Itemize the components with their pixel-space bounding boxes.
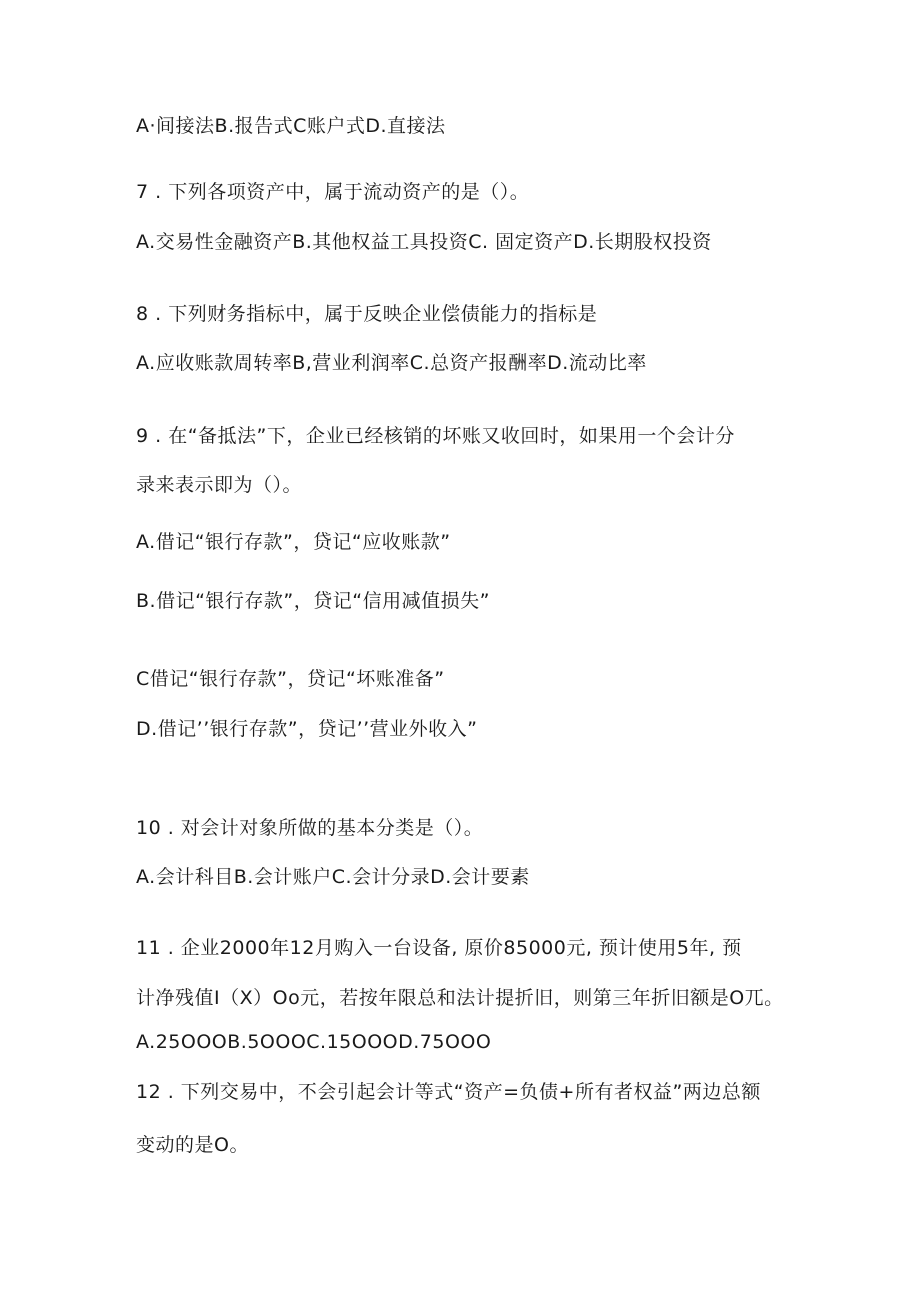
q9-option-d: D.借记’’银行存款”，贷记’’营业外收入” xyxy=(136,718,478,740)
q8-options: A.应收账款周转率B,营业利润率C.总资产报酬率D.流动比率 xyxy=(136,352,647,374)
q10-question: 10 . 对会计对象所做的基本分类是（）。 xyxy=(136,817,484,839)
q8-question: 8 . 下列财务指标中，属于反映企业偿债能力的指标是 xyxy=(136,303,598,325)
q11-options: A.25OOOB.5OOOC.15OOOD.75OOO xyxy=(136,1031,492,1053)
q7-options: A.交易性金融资产B.其他权益工具投资C. 固定资产D.长期股权投资 xyxy=(136,231,712,253)
q6-options: A·间接法B.报告式C账户式D.直接法 xyxy=(136,115,446,137)
q11-question-line2: 计净残值I（X）Oo元，若按年限总和法计提折旧，则第三年折旧额是O兀。 xyxy=(136,987,784,1009)
q11-question-line1: 11 . 企业2000年12月购入一台设备, 原价85000元, 预计使用5年, 预 xyxy=(136,937,742,959)
q9-question-line1: 9 . 在“备抵法”下，企业已经核销的坏账又收回时，如果用一个会计分 xyxy=(136,425,735,447)
q9-option-c: C借记“银行存款”，贷记“坏账准备” xyxy=(136,668,445,690)
q9-option-a: A.借记“银行存款”，贷记“应收账款” xyxy=(136,531,451,553)
q9-question-line2: 录来表示即为（）。 xyxy=(136,474,303,496)
q12-question-line1: 12 . 下列交易中，不会引起会计等式“资产=负债+所有者权益”两边总额 xyxy=(136,1081,761,1103)
q9-option-b: B.借记“银行存款”，贷记“信用减值损失” xyxy=(136,590,490,612)
q10-options: A.会计科目B.会计账户C.会计分录D.会计要素 xyxy=(136,866,530,888)
q12-question-line2: 变动的是O。 xyxy=(136,1134,249,1156)
q7-question: 7 . 下列各项资产中，属于流动资产的是（）。 xyxy=(136,181,530,203)
